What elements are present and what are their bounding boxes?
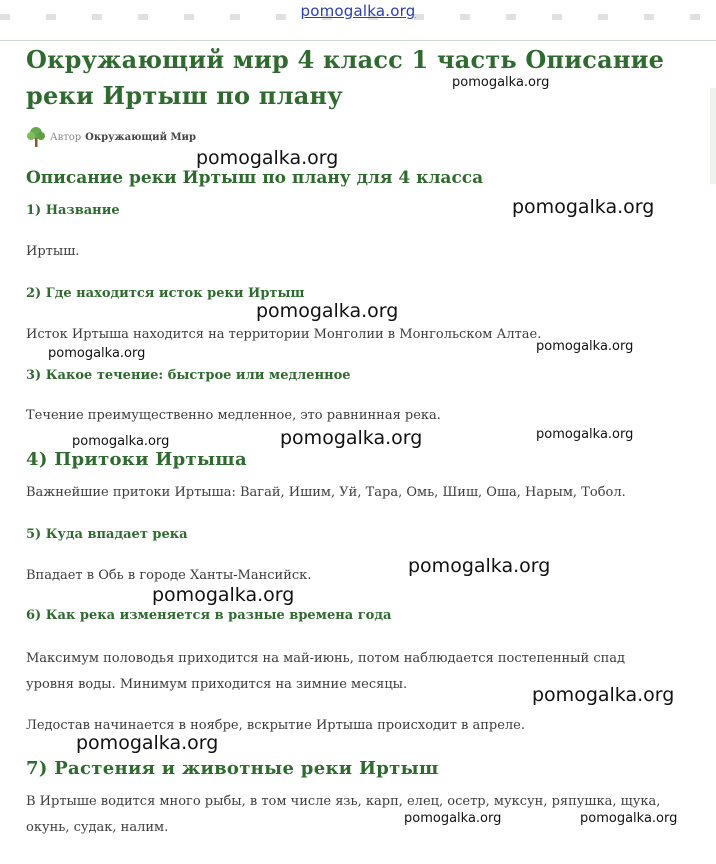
tree-icon [26,126,46,148]
watermark: pomogalka.org [404,811,502,826]
author-name[interactable]: Окружающий Мир [85,131,196,143]
section-heading-6: 6) Как река изменяется в разные времена года [26,608,392,623]
watermark: pomogalka.org [152,584,295,606]
article-subtitle: Описание реки Иртыш по плану для 4 класса [26,168,484,188]
section-text-2: Исток Иртыша находится на территории Монголии в Монгольском Алтае. [26,327,542,342]
author-line [26,126,196,148]
top-bar [0,0,716,41]
watermark: pomogalka.org [536,339,634,354]
watermark: pomogalka.org [452,75,550,90]
section-heading-4: 4) Притоки Иртыша [26,449,247,470]
section-text-1: Иртыш. [26,244,80,259]
section-text-5: Впадает в Обь в городе Ханты-Мансийск. [26,568,312,583]
watermark: pomogalka.org [536,427,634,442]
section-heading-3: 3) Какое течение: быстрое или медленное [26,368,351,383]
watermark: pomogalka.org [512,196,655,218]
section-text-4: Важнейшие притоки Иртыша: Вагай, Ишим, Уй, Тара, Омь, Шиш, Оша, Нарым, Тобол. [26,485,626,500]
article-title: Окружающий мир 4 класс 1 часть Описание реки Иртыш по плану [26,45,665,110]
author-label: Автор [50,131,82,143]
watermark: pomogalka.org [196,147,339,169]
section-heading-7: 7) Растения и животные реки Иртыш [26,758,439,779]
watermark: pomogalka.org [532,684,675,706]
watermark: pomogalka.org [408,555,551,577]
top-watermark-link[interactable]: pomogalka.org [300,2,416,20]
section-text-3: Течение преимущественно медленное, это равнинная река. [26,408,441,423]
section-heading-1: 1) Название [26,203,120,218]
watermark: pomogalka.org [76,732,219,754]
watermark: pomogalka.org [48,346,146,361]
section-text-6b: Ледостав начинается в ноябре, вскрытие Иртыша происходит в апреле. [26,718,526,733]
watermark: pomogalka.org [72,434,170,449]
watermark: pomogalka.org [280,427,423,449]
section-text-6a: Максимум половодья приходится на май-июнь, потом наблюдается постепенный спад уровня воды. Минимум приходится на зимние месяцы. [26,651,626,692]
watermark: pomogalka.org [256,300,399,322]
section-text-7: В Иртыше водится много рыбы, в том числе язь, карп, елец, осетр, муксун, ряпушка, щука, окунь, судак, налим. [26,794,661,835]
section-heading-2: 2) Где находится исток реки Иртыш [26,286,305,301]
watermark: pomogalka.org [580,811,678,826]
right-edge-strip [710,88,716,184]
section-heading-5: 5) Куда впадает река [26,527,188,542]
